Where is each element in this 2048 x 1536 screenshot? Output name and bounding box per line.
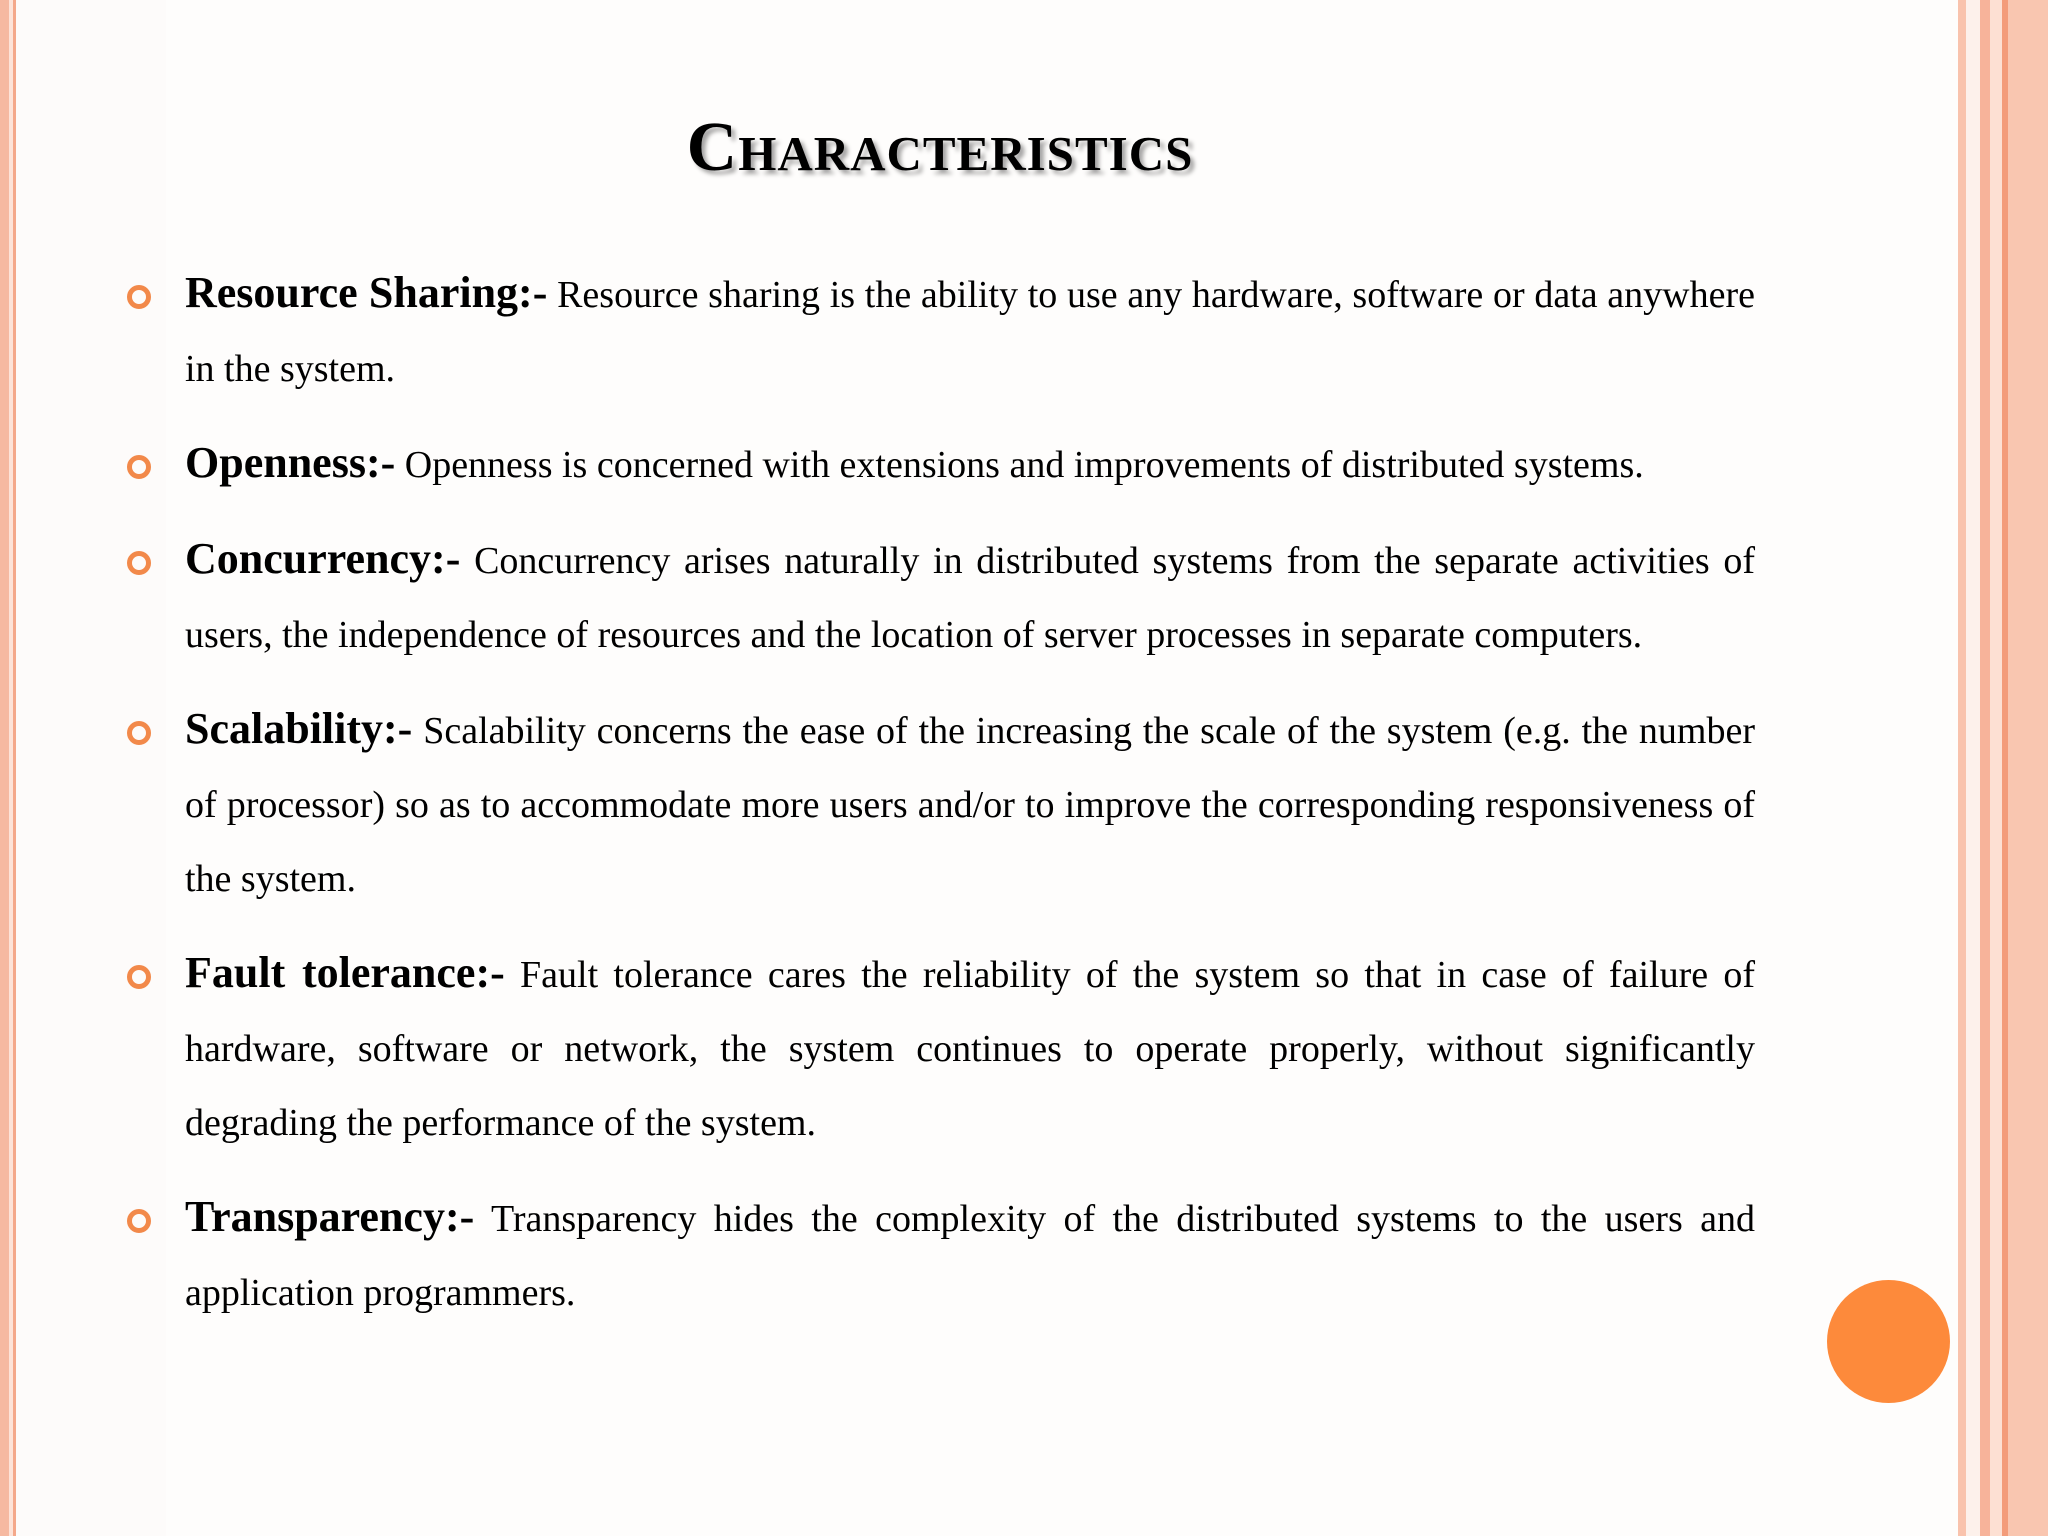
item-paragraph [185, 936, 1755, 1160]
ring-bullet-icon [127, 721, 151, 745]
right-border-stripe [1966, 0, 1980, 1536]
ring-bullet-icon [127, 1209, 151, 1233]
item-term: Concurrency:- [185, 534, 461, 583]
right-border-stripe [1958, 0, 1966, 1536]
item-text: Transparency hides the complexity of the distributed systems to the users and application programmers. [185, 1198, 1755, 1314]
list-item [124, 522, 1754, 672]
list-item [124, 1180, 1754, 1330]
item-term: Openness:- [185, 438, 396, 487]
item-text: Concurrency arises naturally in distributed systems from the separate activities of users, the independence of resources and the location of server processes in separate computers. [185, 540, 1756, 656]
left-border-stripe [13, 0, 16, 1536]
item-term: Scalability:- [185, 704, 413, 753]
list-item [124, 256, 1754, 406]
list-item [124, 426, 1754, 502]
right-border-stripe [1990, 0, 2002, 1536]
item-term: Transparency:- [185, 1192, 475, 1241]
ring-bullet-icon [127, 285, 151, 309]
left-border-stripe [0, 0, 9, 1536]
item-term: Fault tolerance:- [185, 948, 505, 997]
ring-bullet-icon [127, 965, 151, 989]
item-paragraph [185, 692, 1755, 916]
item-text: Openness is concerned with extensions and improvements of distributed systems. [404, 444, 1644, 486]
right-border-stripe [1980, 0, 1990, 1536]
slide-title: Characteristics [686, 109, 1194, 186]
right-border-stripe [2008, 0, 2048, 1536]
ring-bullet-icon [127, 551, 151, 575]
item-paragraph [185, 522, 1755, 672]
list-item [124, 692, 1754, 916]
item-paragraph [185, 426, 1755, 502]
item-term: Resource Sharing:- [185, 268, 548, 317]
list-item [124, 936, 1754, 1160]
item-text: Scalability concerns the ease of the increasing the scale of the system (e.g. the number of processor) so as to accommodate more users and/or to improve the corresponding responsiveness of the system. [185, 710, 1755, 900]
bullet-list [124, 256, 1754, 1350]
item-paragraph [185, 256, 1755, 406]
item-text: Resource sharing is the ability to use any hardware, software or data anywhere in the system. [185, 274, 1756, 390]
item-text: Fault tolerance cares the reliability of the system so that in case of failure of hardware, software or network, the system continues to operate properly, without significantly degrading the performance of the system. [185, 954, 1756, 1144]
decorative-circle [1827, 1280, 1950, 1403]
ring-bullet-icon [127, 455, 151, 479]
item-paragraph [185, 1180, 1755, 1330]
